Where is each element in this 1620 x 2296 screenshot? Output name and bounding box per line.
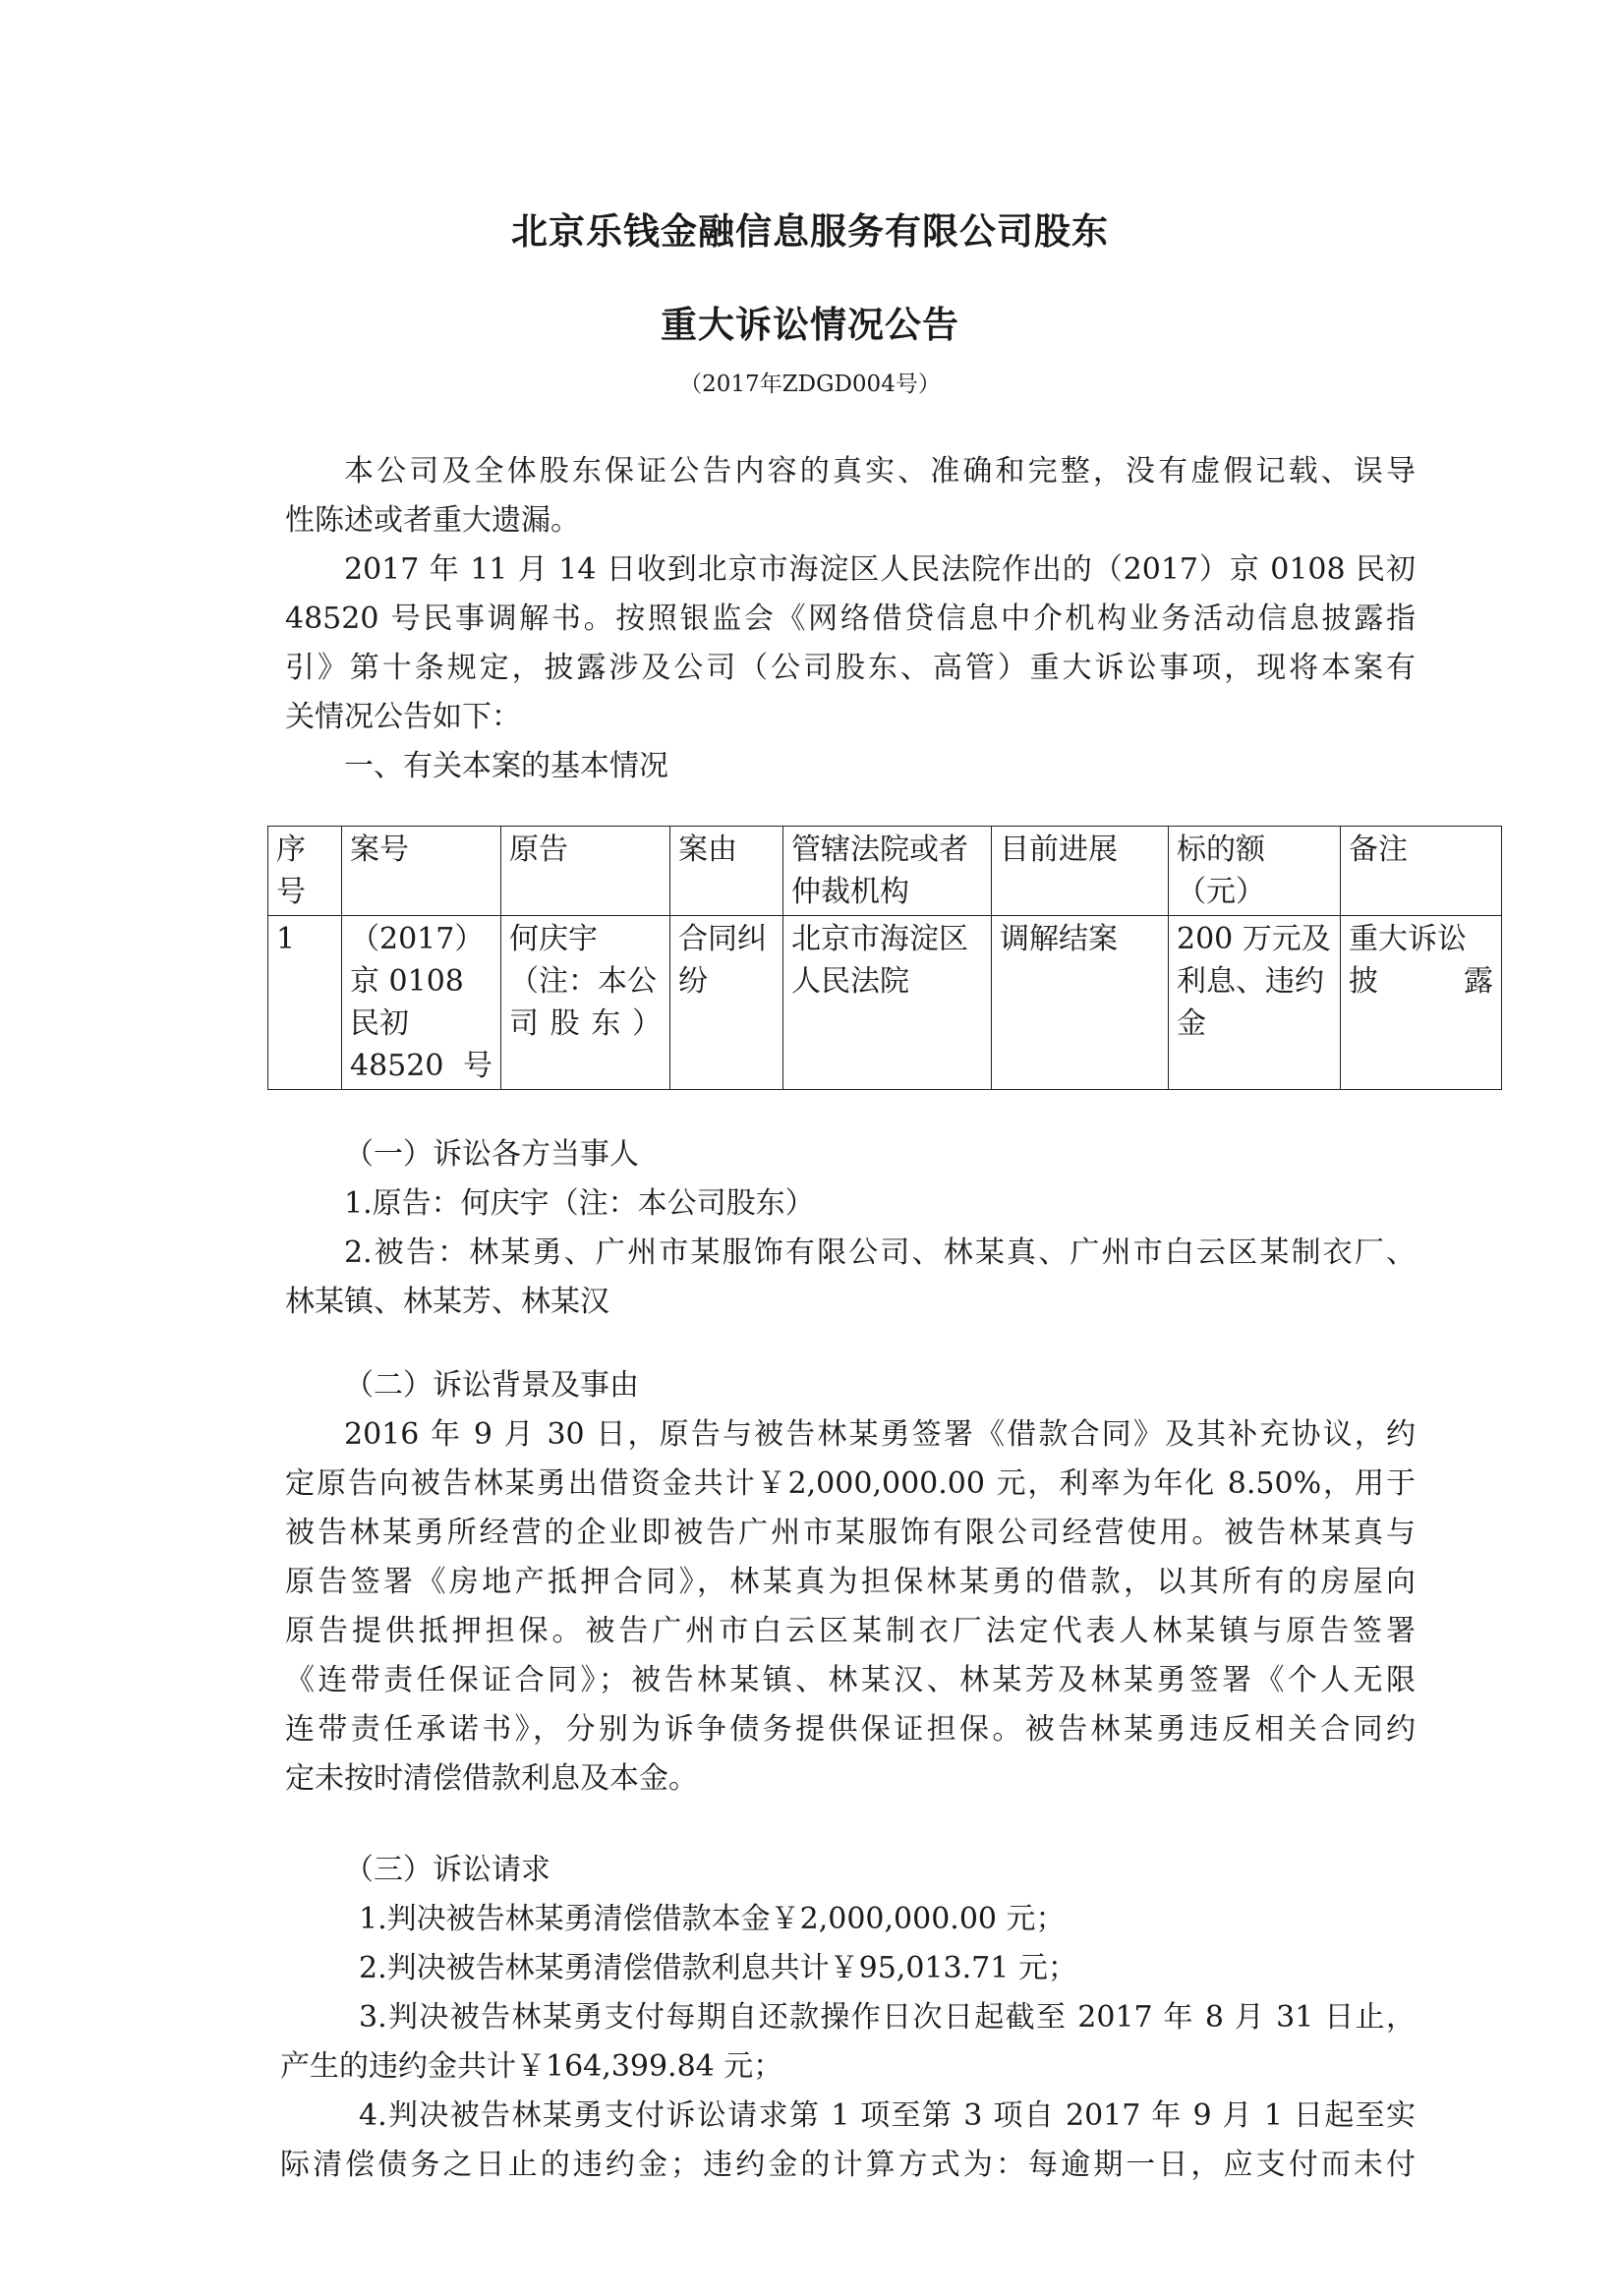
parties-item-2-line-1: 2.被告：林某勇、广州市某服饰有限公司、林某真、广州市白云区某制衣厂、 [344,1235,1416,1270]
cell-seq: 1 [268,916,342,1090]
claim-4-line-1: 4.判决被告林某勇支付诉讼请求第 1 项至第 3 项自 2017 年 9 月 1 日起至实 [359,2098,1416,2133]
claim-1: 1.判决被告林某勇清偿借款本金￥2,000,000.00 元； [359,1902,1066,1936]
document-title-line1: 北京乐钱金融信息服务有限公司股东 [511,210,1109,253]
claim-3-line-2: 产生的违约金共计￥164,399.84 元； [280,2049,783,2084]
header-seq: 序号 [268,827,342,916]
cell-cause: 合同纠纷 [670,916,783,1090]
claim-2: 2.判决被告林某勇清偿借款利息共计￥95,013.71 元； [359,1951,1077,1985]
section1-heading: 一、有关本案的基本情况 [344,749,668,783]
parties-item-1: 1.原告：何庆宇（注：本公司股东） [344,1186,815,1221]
table-row [268,916,1502,1090]
background-line-2: 定原告向被告林某勇出借资金共计￥2,000,000.00 元，利率为年化 8.50%，用于 [285,1466,1416,1501]
parties-item-2-line-2: 林某镇、林某芳、林某汉 [285,1285,609,1319]
para2-line-1: 2017 年 11 月 14 日收到北京市海淀区人民法院作出的（2017）京 0108 民初 [344,552,1416,587]
background-heading: （二）诉讼背景及事由 [344,1368,639,1403]
header-remark: 备注 [1341,827,1502,916]
document-number: （2017年ZDGD004号） [679,372,941,397]
claim-3-line-1: 3.判决被告林某勇支付每期自还款操作日次日起截至 2017 年 8 月 31 日止， [359,2000,1416,2035]
cell-plaintiff: 何庆宇（注：本公司股东） [501,916,670,1090]
header-cause: 案由 [670,827,783,916]
claim-4-line-2: 际清偿债务之日止的违约金；违约金的计算方式为：每逾期一日，应支付而未付 [280,2148,1416,2182]
header-plaintiff: 原告 [501,827,670,916]
cell-court: 北京市海淀区人民法院 [783,916,992,1090]
header-court: 管辖法院或者仲裁机构 [783,827,992,916]
para2-line-4: 关情况公告如下： [285,700,521,734]
header-progress: 目前进展 [992,827,1169,916]
para2-line-2: 48520 号民事调解书。按照银监会《网络借贷信息中介机构业务活动信息披露指 [285,602,1416,636]
header-case-no: 案号 [342,827,501,916]
background-line-5: 原告提供抵押担保。被告广州市白云区某制衣厂法定代表人林某镇与原告签署 [285,1614,1416,1648]
cell-remark: 重大诉讼披露 [1341,916,1502,1090]
header-amount: 标的额（元） [1169,827,1341,916]
intro-line-1: 本公司及全体股东保证公告内容的真实、准确和完整，没有虚假记载、误导 [344,454,1416,488]
background-line-4: 原告签署《房地产抵押合同》，林某真为担保林某勇的借款，以其所有的房屋向 [285,1565,1416,1599]
cell-amount: 200 万元及利息、违约金 [1169,916,1341,1090]
document-title-line2: 重大诉讼情况公告 [661,304,959,346]
case-table [267,826,1502,1090]
intro-line-2: 性陈述或者重大遗漏。 [285,503,580,538]
cell-case-no: （2017）京 0108 民初 48520 号 [342,916,501,1090]
cell-progress: 调解结案 [992,916,1169,1090]
background-line-1: 2016 年 9 月 30 日，原告与被告林某勇签署《借款合同》及其补充协议，约 [344,1417,1416,1452]
claims-heading: （三）诉讼请求 [344,1853,550,1887]
background-line-6: 《连带责任保证合同》；被告林某镇、林某汉、林某芳及林某勇签署《个人无限 [285,1663,1416,1697]
background-line-3: 被告林某勇所经营的企业即被告广州市某服饰有限公司经营使用。被告林某真与 [285,1516,1416,1550]
background-line-8: 定未按时清偿借款利息及本金。 [285,1761,698,1796]
parties-heading: （一）诉讼各方当事人 [344,1137,639,1172]
para2-line-3: 引》第十条规定，披露涉及公司（公司股东、高管）重大诉讼事项，现将本案有 [285,651,1416,685]
background-line-7: 连带责任承诺书》，分别为诉争债务提供保证担保。被告林某勇违反相关合同约 [285,1712,1416,1747]
table-header-row [268,827,1502,916]
